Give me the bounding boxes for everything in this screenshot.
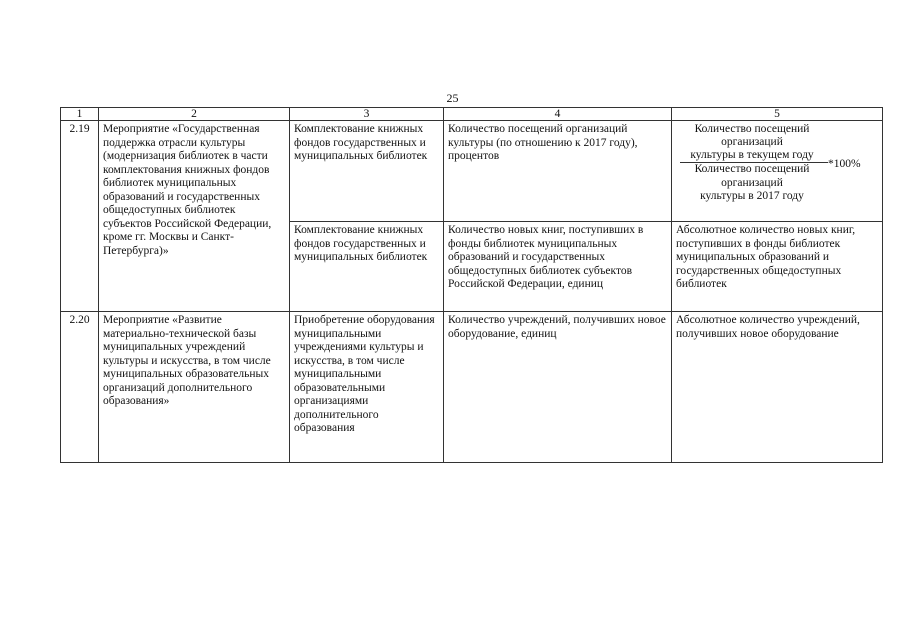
formula-text: культуры в текущем году xyxy=(690,149,814,161)
indicator-cell: Количество посещений организаций культуры (по отношению к 2017 году), процентов xyxy=(444,121,672,222)
page-number: 25 xyxy=(446,91,459,105)
formula-cell xyxy=(672,121,883,222)
formula-text: Количество посещений xyxy=(694,163,810,175)
formula-text: культуры в 2017 году xyxy=(700,190,804,202)
column-header: 4 xyxy=(444,108,672,121)
calculation-formula xyxy=(676,123,878,211)
event-description: Мероприятие «Государственная поддержка отрасли культуры (модернизация библиотек в части комплектования книжных фондов библиотек муниципальных образований и государственных общедоступных библиотек субъектов Российской Федерации, кроме гг. Москвы и Санкт-Петербурга)» xyxy=(99,121,290,312)
activity-cell: Комплектование книжных фондов государственных и муниципальных библиотек xyxy=(290,222,444,312)
method-cell: Абсолютное количество учреждений, получивших новое оборудование xyxy=(672,312,883,463)
formula-multiplier: *100% xyxy=(828,158,861,170)
formula-denominator xyxy=(676,163,828,204)
column-header: 1 xyxy=(61,108,99,121)
indicator-cell: Количество новых книг, поступивших в фонды библиотек муниципальных образований и государственных общедоступных библиотек субъектов Российской Федерации, единиц xyxy=(444,222,672,312)
formula-text: организаций xyxy=(721,176,783,189)
event-description: Мероприятие «Развитие материально-технической базы муниципальных учреждений культуры и искусства, в том числе муниципальных образовательных организаций дополнительного образования» xyxy=(99,312,290,463)
row-number: 2.19 xyxy=(61,121,99,312)
column-header: 3 xyxy=(290,108,444,121)
row-number: 2.20 xyxy=(61,312,99,463)
activity-cell: Приобретение оборудования муниципальными учреждениями культуры и искусства, в том числе муниципальными образовательными организациями дополнительного образования xyxy=(290,312,444,463)
activity-cell: Комплектование книжных фондов государственных и муниципальных библиотек xyxy=(290,121,444,222)
indicator-cell: Количество учреждений, получивших новое оборудование, единиц xyxy=(444,312,672,463)
header-row xyxy=(61,108,883,121)
column-header: 5 xyxy=(672,108,883,121)
table-row xyxy=(61,121,883,222)
method-cell: Абсолютное количество новых книг, поступивших в фонды библиотек муниципальных образований и государственных общедоступных библиотек xyxy=(672,222,883,312)
table-row xyxy=(61,312,883,463)
formula-text: организаций xyxy=(721,136,783,148)
indicators-table xyxy=(60,107,883,463)
formula-numerator xyxy=(676,123,828,162)
column-header: 2 xyxy=(99,108,290,121)
formula-text: Количество посещений xyxy=(694,123,810,135)
